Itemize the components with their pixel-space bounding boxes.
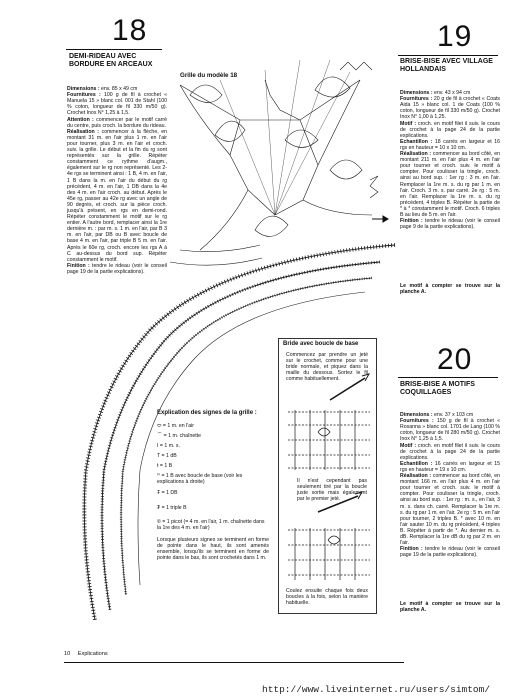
label-motif-20: Motif : xyxy=(400,442,417,449)
chain-symbol-icon: ⬭ xyxy=(157,423,162,429)
value-echantillon-20: 16 carrés en largeur et 15 rgs en hauteur = 19 x 10 cm. xyxy=(400,460,501,473)
legend-row-text: = 1 m. s. xyxy=(159,443,180,449)
label-realisation-18: Réalisation : xyxy=(67,128,99,135)
watermark: http://www.liveinternet.ru/users/simtom/ xyxy=(262,684,491,695)
section-number-18: 18 xyxy=(112,14,148,47)
value-dimensions-19: env. 43 x 94 cm xyxy=(434,90,471,97)
value-dimensions-20: env. 37 x 103 cm xyxy=(434,412,474,419)
chart-arc-border xyxy=(84,245,395,620)
treble-symbol-icon: Ŧ xyxy=(157,490,161,496)
legend-row-text: = 1 m. chaînette xyxy=(163,433,201,439)
value-fournitures-20: 150 g de fil à crochet « Rosanna » blanc col. 1701 de Lang (100 % coton, longueur de fil 280 m/50 g). Crochet Inox N° 1,25 à 1,5. xyxy=(400,418,500,443)
grille-label: Grille du modèle 18 xyxy=(180,72,238,79)
value-realisation-18: commencer à la flèche, en montant 31 m. en l'air plus 1 m. en l'air pour tourner, plus 3 m. en l'air et croch. suiv. la grille. Le début et la fin du rg sont représentés sur la grille. Répéter constamment ce rythme d'augm., également sur le rg non représenté. Les 2-4e rgs se terminent ainsi : 1 B, 4 m. en l'air, 1 B dans la m. en l'air du début du rg précédent, 4 m. en l'air, 1 DB dans la 4e des 4 m. en l'air croch. au début. Après le 45e rg, passer au 42e rg avec un angle de 90 degrés, et croch. sur la pièce croch. jusqu'à présent, en rgs en demi-rond. Répéter constamment le motif sur le rg entier. A l'autre bord, remplacer ainsi la 1re dernière m. : par m. s. 1 m. en l'air, par B 3 m. en l'air, par DB ou B avec boucle de base 4 m. en l'air, par triple B 5 m. en l'air. Après le 60e rg, croch. encore les rgs A à C au-dessus du bord sup. Répéter constamment le motif. xyxy=(67,128,167,263)
label-echantillon-20: Echantillon : xyxy=(400,460,433,467)
label-finition-19: Finition : xyxy=(400,218,423,225)
technique-illustration-2 xyxy=(288,492,370,580)
section-number-19: 19 xyxy=(437,20,473,53)
legend-row-text: = 1 triple B xyxy=(161,505,187,511)
legend-row-text: = 1 B xyxy=(159,463,173,469)
start-arrow-icon xyxy=(372,216,388,222)
page-number: 10 xyxy=(64,651,71,657)
double-crochet-symbol-icon: ŧ xyxy=(157,463,159,469)
legend-row-text: = 1 DB xyxy=(161,490,178,496)
value-fournitures-18: 100 g de fil à crochet « Manuela 15 » blanc col. 001 de Stahl (100 % coton, longueur de fil 330 m/50 g). Crochet Inox N° 1,25 à 1,5. xyxy=(67,92,167,117)
section-number-20: 20 xyxy=(437,343,473,376)
legend-note: Lorsque plusieurs signes se terminent en forme de pointe dans le haut, ils sont amenés ensemble, lorsqu'ils se terminent en forme de pointe dans le bas, ils sont crochetés dans 1 m. xyxy=(157,537,269,562)
value-dimensions-18: env. 85 x 49 cm xyxy=(101,86,138,93)
label-motif-19: Motif : xyxy=(400,120,417,127)
legend-row-text: = 1 picot (= 4 m. en l'air, 1 m. chaînette dans la 1re des 4 m. en l'air) xyxy=(157,519,265,531)
technique-text-3: Coulez ensuite chaque fois deux boucles à la fois, selon la manière habituelle. xyxy=(286,588,368,607)
value-motif-20: croch. en motif filet il suiv. le cours de crochet à la page 24 de la partie explications. xyxy=(400,442,500,461)
value-finition-20: tendre le rideau (voir le conseil page 19 de la partie explications). xyxy=(400,546,500,559)
section-title-19: BRISE-BISE AVEC VILLAGE HOLLANDAIS xyxy=(400,58,493,73)
value-fournitures-19: 20 g de fil à crochet « Coats Aida 15 » blanc col. 1 de Coats (100 % coton, longueur de fil 330 m/50 g). Crochet Inox N° 1,00 à 1,25. xyxy=(400,96,501,121)
label-finition-18: Finition : xyxy=(67,262,90,269)
half-double-symbol-icon: T xyxy=(157,453,161,459)
label-dimensions-19: Dimensions : xyxy=(400,90,433,97)
single-crochet-symbol-icon: I xyxy=(157,443,159,449)
label-realisation-20: Réalisation : xyxy=(400,473,432,480)
slip-stitch-symbol-icon: ⌒ xyxy=(157,433,163,439)
label-finition-20: Finition : xyxy=(400,546,423,553)
legend-row-text: = 1 dB xyxy=(161,453,177,459)
value-echantillon-19: 18 carrés en largeur et 16 rgs en hauteur = 10 x 10 cm. xyxy=(400,138,501,151)
note-19: Le motif à compter se trouve sur la planche A. xyxy=(400,283,500,296)
legend-title: Explication des signes de la grille : xyxy=(157,410,257,416)
legend-row-text: = 1 m. en l'air xyxy=(162,423,195,429)
section-title-20: BRISE-BISE A MOTIFS COQUILLAGES xyxy=(400,381,475,396)
technique-box-title: Bride avec boucle de base xyxy=(283,341,359,347)
label-fournitures-20: Fournitures : xyxy=(400,418,434,425)
technique-text-2: Il n'est cependant pas seulement tiré par la boucle juste sortie mais également par le premier jeté. xyxy=(297,478,367,503)
value-motif-19: croch. en motif filet il suiv. le cours de crochet à la page 24 de la partie explications. xyxy=(400,120,500,139)
value-finition-19: tendre le rideau (voir le conseil page 9 de la partie explications). xyxy=(400,218,500,231)
value-finition-18: tendre le rideau (voir le conseil page 19 de la partie explications). xyxy=(67,262,167,275)
technique-text-1: Commencez par prendre un jeté sur le crochet, comme pour une bride normale, et piquez dans la maille du dessous. Sortez le fil comme habituellement. xyxy=(286,352,368,383)
value-attention-18: commencer par le motif carré du centre, puis croch. la bordure du rideau. xyxy=(67,116,167,129)
section-title-18: DEMI-RIDEAU AVEC BORDURE EN ARCEAUX xyxy=(69,53,153,68)
label-fournitures-19: Fournitures : xyxy=(400,96,433,103)
chart-fan-motif xyxy=(170,60,378,265)
post-stitch-symbol-icon: ꟸ xyxy=(157,473,160,479)
label-attention-18: Attention : xyxy=(67,116,94,123)
technique-illustration-1 xyxy=(288,374,370,470)
label-dimensions-18: Dimensions : xyxy=(67,86,100,93)
label-fournitures-18: Fournitures : xyxy=(67,92,101,99)
footer-label: Explications xyxy=(77,651,108,657)
label-dimensions-20: Dimensions : xyxy=(400,412,433,419)
label-echantillon-19: Echantillon : xyxy=(400,138,433,145)
value-realisation-20: commencer au bord côté, en montant 166 m. en l'air plus 4 m. en l'air pour tourner et croch. suiv. le motif à compter. Pour coulisser la tringle, croch. ainsi au bord sup. : 1er rg : m. s., en l'air, 3 m. s. dans ch. carré. Remplacer la 1re m. s. du rg par 1 m. en l'air. 2e rg : 5 m. en l'air pour tourner, 2 triples B. * avec 10 m. en l'air sauter 10 m. du rg précédent, 4 triples B. Répéter à partir de *. Au dernier m. s. dB. Remplacer la 1re dB du rg par 2 m. en l'air. xyxy=(400,473,500,547)
note-20: Le motif à compter se trouve sur la planche A. xyxy=(400,601,500,614)
label-realisation-19: Réalisation : xyxy=(400,151,432,158)
triple-treble-symbol-icon: ₮ xyxy=(157,505,161,511)
legend-row-text: = 1 B avec boucle de base (voir les explications à droite) xyxy=(157,473,243,485)
picot-symbol-icon: ℗ xyxy=(157,519,161,525)
value-realisation-19: commencer au bord côté, en montant 211 m. en l'air plus 4 m. en l'air pour tourner et croch. suiv. le motif à compter. Pour coulisser la tringle, croch. ainsi au bord sup. : 1er rg : 3 m. en l'air. Remplacer la 1re m. s. du rg par 1 m. en l'air. Croch. 3 m. s. par carré. 2e rg : 5 m. en l'air. Remplacer la 1re m. s. du rg précédent, 4 triples B. Répéter la partie de * à * constamment le motif. Croch. 6 triples B au lieu de 5 m. en l'air. xyxy=(400,151,500,218)
